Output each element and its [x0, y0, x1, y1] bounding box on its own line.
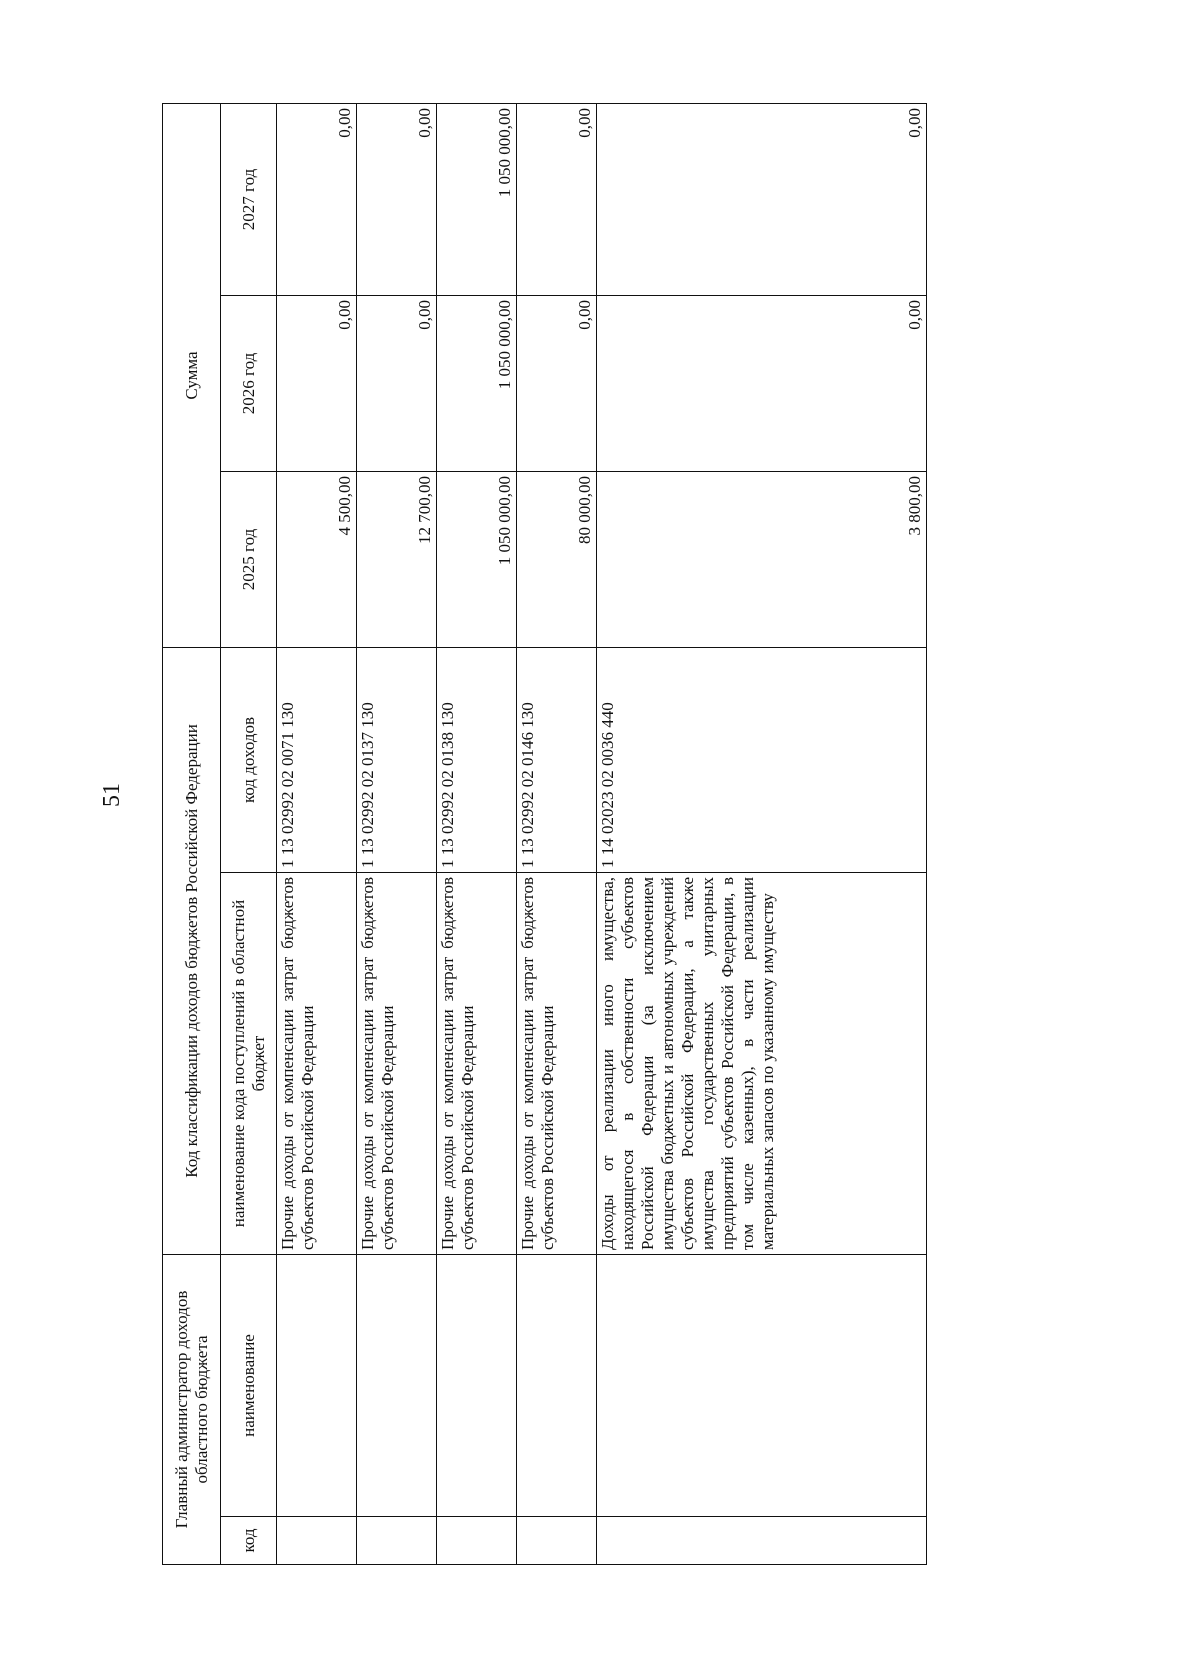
admin-code-cell [277, 1517, 357, 1565]
header-sum-group: Сумма [163, 103, 221, 647]
amount-2025-cell: 80 000,00 [517, 471, 597, 647]
amount-2025-cell: 12 700,00 [357, 471, 437, 647]
revenue-code-cell: 1 13 02992 02 0146 130 [517, 647, 597, 872]
amount-2026-cell: 0,00 [277, 295, 357, 471]
header-year-2025: 2025 год [221, 471, 277, 647]
header-revenue-code: код доходов [221, 647, 277, 872]
amount-2027-cell: 0,00 [517, 103, 597, 295]
header-classification-group: Код классификации доходов бюджетов Российской Федерации [163, 647, 221, 1254]
revenue-name-cell: Прочие доходы от компенсации затрат бюджетов субъектов Российской Федерации [277, 873, 357, 1255]
header-admin-group: Главный администратор доходов областного бюджета [163, 1255, 221, 1565]
header-admin-name: наименование [221, 1255, 277, 1517]
admin-code-cell [597, 1517, 927, 1565]
table-row [517, 103, 597, 1564]
revenue-name-cell: Прочие доходы от компенсации затрат бюджетов субъектов Российской Федерации [437, 873, 517, 1255]
revenue-name-cell: Прочие доходы от компенсации затрат бюджетов субъектов Российской Федерации [517, 873, 597, 1255]
amount-2026-cell: 0,00 [597, 295, 927, 471]
table-row [597, 103, 927, 1564]
header-admin-code: код [221, 1517, 277, 1565]
amount-2027-cell: 0,00 [597, 103, 927, 295]
table-row [357, 103, 437, 1564]
page-number: 51 [99, 783, 125, 807]
header-year-2027: 2027 год [221, 103, 277, 295]
admin-code-cell [357, 1517, 437, 1565]
amount-2025-cell: 1 050 000,00 [437, 471, 517, 647]
admin-name-cell [277, 1255, 357, 1517]
revenue-code-cell: 1 14 02023 02 0036 440 [597, 647, 927, 872]
amount-2025-cell: 4 500,00 [277, 471, 357, 647]
admin-name-cell [357, 1255, 437, 1517]
revenue-name-cell: Прочие доходы от компенсации затрат бюджетов субъектов Российской Федерации [357, 873, 437, 1255]
revenue-code-cell: 1 13 02992 02 0071 130 [277, 647, 357, 872]
table-row [437, 103, 517, 1564]
header-revenue-name: наименование кода поступлений в областной бюджет [221, 873, 277, 1255]
amount-2026-cell: 1 050 000,00 [437, 295, 517, 471]
admin-name-cell [437, 1255, 517, 1517]
amount-2025-cell: 3 800,00 [597, 471, 927, 647]
amount-2026-cell: 0,00 [357, 295, 437, 471]
revenue-code-cell: 1 13 02992 02 0137 130 [357, 647, 437, 872]
table-row [277, 103, 357, 1564]
revenue-name-cell: Доходы от реализации иного имущества, находящегося в собственности субъектов Российской Федерации (за исключением имущества бюджетных и автономных учреждений субъектов Российской Федерации, а также имущества государственных унитарных предприятий субъектов Российской Федерации, в том числе казенных), в части реализации материальных запасов по указанному имуществу [597, 873, 927, 1255]
revenue-code-cell: 1 13 02992 02 0138 130 [437, 647, 517, 872]
header-year-2026: 2026 год [221, 295, 277, 471]
amount-2027-cell: 0,00 [277, 103, 357, 295]
amount-2027-cell: 1 050 000,00 [437, 103, 517, 295]
admin-code-cell [517, 1517, 597, 1565]
revenue-table [162, 103, 927, 1565]
revenue-table-sheet [162, 104, 927, 1565]
admin-code-cell [437, 1517, 517, 1565]
amount-2026-cell: 0,00 [517, 295, 597, 471]
amount-2027-cell: 0,00 [357, 103, 437, 295]
admin-name-cell [517, 1255, 597, 1517]
admin-name-cell [597, 1255, 927, 1517]
